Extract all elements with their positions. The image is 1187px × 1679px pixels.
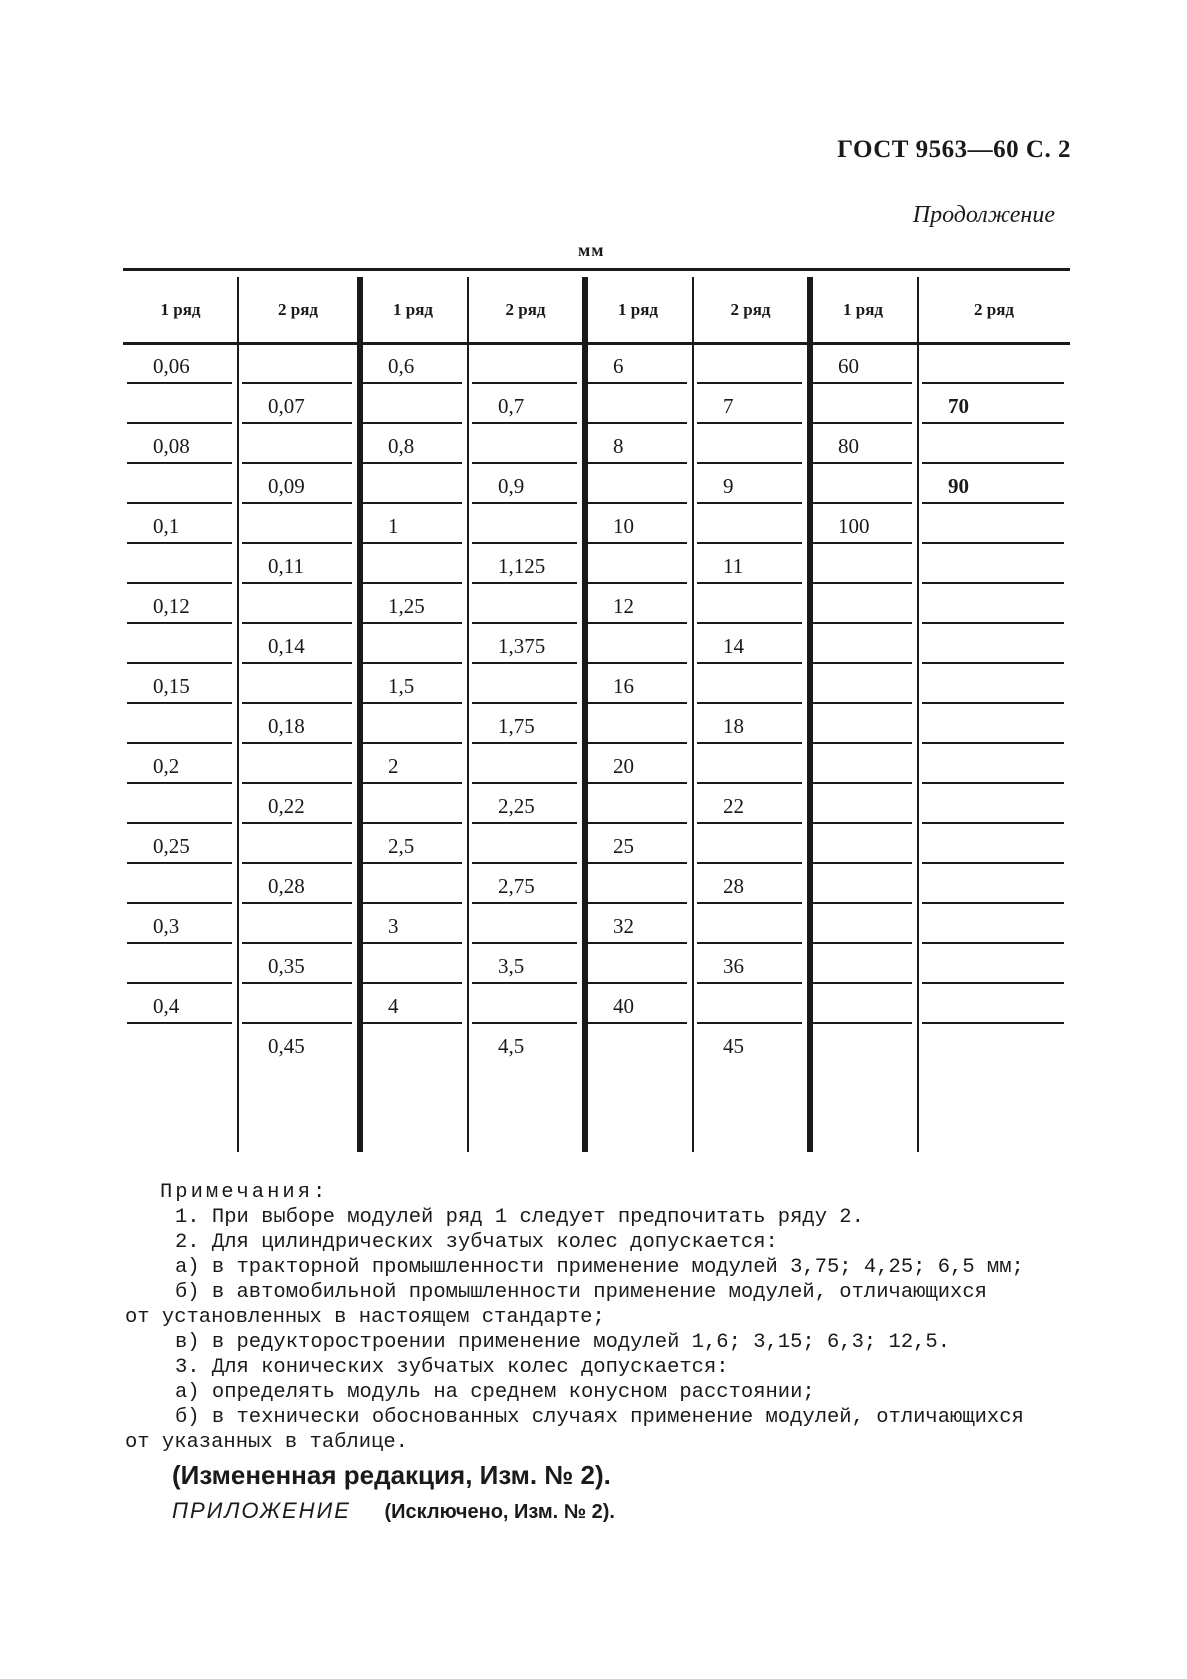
cell-underline — [922, 662, 1064, 664]
table-cell: 25 — [613, 834, 634, 858]
cell-underline — [922, 622, 1064, 624]
cell-underline — [587, 702, 687, 704]
table-cell: 1,25 — [388, 594, 425, 618]
continuation-label: Продолжение — [912, 202, 1055, 228]
cell-underline — [127, 902, 232, 904]
cell-underline — [362, 982, 462, 984]
table-cell: 16 — [613, 674, 634, 698]
cell-underline — [697, 862, 802, 864]
cell-underline — [922, 982, 1064, 984]
cell-underline — [472, 502, 577, 504]
cell-underline — [472, 382, 577, 384]
cell-underline — [812, 622, 912, 624]
cell-underline — [242, 862, 352, 864]
cell-underline — [242, 1022, 352, 1024]
table-cell: 28 — [723, 874, 744, 898]
cell-underline — [362, 942, 462, 944]
column-header: 1 ряд — [842, 300, 883, 319]
cell-underline — [127, 782, 232, 784]
table-column-rule — [807, 277, 813, 1152]
table-cell: 9 — [723, 474, 734, 498]
cell-underline — [472, 822, 577, 824]
cell-underline — [362, 822, 462, 824]
cell-underline — [697, 1022, 802, 1024]
note-line: в) в редукторостроении применение модулей 1,6; 3,15; 6,3; 12,5. — [175, 1331, 951, 1354]
cell-underline — [922, 542, 1064, 544]
cell-underline — [242, 622, 352, 624]
column-header: 1 ряд — [160, 300, 201, 319]
cell-underline — [922, 862, 1064, 864]
note-line: б) в автомобильной промышленности применение модулей, отличающихся — [175, 1281, 987, 1304]
note-line: 1. При выборе модулей ряд 1 следует предпочитать ряду 2. — [175, 1206, 864, 1229]
table-header-rule — [123, 342, 1070, 345]
table-cell: 0,06 — [153, 354, 190, 378]
cell-underline — [362, 542, 462, 544]
cell-underline — [127, 422, 232, 424]
cell-underline — [362, 582, 462, 584]
table-cell: 2,25 — [498, 794, 535, 818]
cell-underline — [812, 982, 912, 984]
cell-underline — [127, 862, 232, 864]
cell-underline — [472, 1022, 577, 1024]
cell-underline — [127, 662, 232, 664]
table-cell: 70 — [948, 394, 969, 418]
table-cell: 0,09 — [268, 474, 305, 498]
cell-underline — [697, 902, 802, 904]
table-cell: 1,375 — [498, 634, 546, 658]
cell-underline — [242, 942, 352, 944]
cell-underline — [242, 462, 352, 464]
cell-underline — [922, 942, 1064, 944]
cell-underline — [472, 702, 577, 704]
unit-label: мм — [578, 240, 605, 260]
column-header: 2 ряд — [730, 300, 771, 319]
cell-underline — [127, 1022, 232, 1024]
cell-underline — [362, 502, 462, 504]
table-cell: 4,5 — [498, 1034, 525, 1058]
cell-underline — [812, 542, 912, 544]
cell-underline — [587, 422, 687, 424]
table-cell: 0,9 — [498, 474, 525, 498]
cell-underline — [127, 502, 232, 504]
column-header: 1 ряд — [392, 300, 433, 319]
cell-underline — [242, 662, 352, 664]
cell-underline — [812, 702, 912, 704]
table-cell: 32 — [613, 914, 634, 938]
table-cell: 14 — [723, 634, 744, 658]
cell-underline — [812, 582, 912, 584]
cell-underline — [697, 662, 802, 664]
note-line: от указанных в таблице. — [125, 1431, 408, 1454]
cell-underline — [242, 702, 352, 704]
cell-underline — [922, 902, 1064, 904]
note-line: б) в технически обоснованных случаях применение модулей, отличающихся — [175, 1406, 1024, 1429]
cell-underline — [242, 502, 352, 504]
module-table — [123, 262, 1070, 1152]
cell-underline — [472, 462, 577, 464]
cell-underline — [362, 742, 462, 744]
note-line: а) в тракторной промышленности применение модулей 3,75; 4,25; 6,5 мм; — [175, 1256, 1024, 1279]
cell-underline — [697, 582, 802, 584]
cell-underline — [922, 742, 1064, 744]
cell-underline — [587, 382, 687, 384]
table-cell: 0,2 — [153, 754, 180, 778]
appendix-line — [172, 1498, 615, 1524]
table-cell: 6 — [613, 354, 624, 378]
cell-underline — [362, 862, 462, 864]
cell-underline — [697, 502, 802, 504]
cell-underline — [812, 382, 912, 384]
cell-underline — [472, 422, 577, 424]
column-header: 2 ряд — [973, 300, 1014, 319]
table-column-rule — [917, 277, 919, 1152]
cell-underline — [587, 862, 687, 864]
table-cell: 7 — [723, 394, 734, 418]
appendix-label: ПРИЛОЖЕНИЕ — [172, 1498, 351, 1523]
cell-underline — [472, 742, 577, 744]
table-cell: 3,5 — [498, 954, 525, 978]
column-header: 2 ряд — [505, 300, 546, 319]
cell-underline — [362, 782, 462, 784]
cell-underline — [697, 782, 802, 784]
cell-underline — [587, 902, 687, 904]
table-cell: 0,3 — [153, 914, 180, 938]
cell-underline — [587, 822, 687, 824]
cell-underline — [812, 502, 912, 504]
cell-underline — [587, 622, 687, 624]
cell-underline — [472, 662, 577, 664]
cell-underline — [242, 982, 352, 984]
cell-underline — [697, 462, 802, 464]
cell-underline — [242, 422, 352, 424]
table-cell: 1,5 — [388, 674, 415, 698]
table-cell: 0,11 — [268, 554, 304, 578]
table-column-rule — [357, 277, 363, 1152]
cell-underline — [127, 702, 232, 704]
cell-underline — [922, 782, 1064, 784]
cell-underline — [812, 462, 912, 464]
cell-underline — [697, 382, 802, 384]
cell-underline — [587, 782, 687, 784]
table-cell: 40 — [613, 994, 634, 1018]
cell-underline — [587, 662, 687, 664]
cell-underline — [362, 1022, 462, 1024]
table-cell: 0,25 — [153, 834, 190, 858]
note-line: а) определять модуль на среднем конусном расстоянии; — [175, 1381, 815, 1404]
table-cell: 0,7 — [498, 394, 525, 418]
table-cell: 10 — [613, 514, 634, 538]
table-top-rule — [123, 268, 1070, 271]
table-cell: 1 — [388, 514, 399, 538]
table-cell: 36 — [723, 954, 744, 978]
table-cell: 80 — [838, 434, 859, 458]
cell-underline — [697, 982, 802, 984]
table-cell: 100 — [838, 514, 870, 538]
cell-underline — [127, 462, 232, 464]
table-cell: 4 — [388, 994, 399, 1018]
table-cell: 0,4 — [153, 994, 180, 1018]
table-cell: 2,5 — [388, 834, 415, 858]
cell-underline — [697, 542, 802, 544]
cell-underline — [362, 622, 462, 624]
cell-underline — [362, 422, 462, 424]
table-cell: 0,8 — [388, 434, 415, 458]
note-line: 2. Для цилиндрических зубчатых колес допускается: — [175, 1231, 778, 1254]
cell-underline — [812, 742, 912, 744]
standard-header: ГОСТ 9563—60 С. 2 — [837, 136, 1071, 163]
cell-underline — [127, 542, 232, 544]
cell-underline — [472, 582, 577, 584]
amendment-note: (Измененная редакция, Изм. № 2). — [172, 1460, 611, 1490]
cell-underline — [697, 622, 802, 624]
table-cell: 22 — [723, 794, 744, 818]
cell-underline — [472, 902, 577, 904]
table-cell: 11 — [723, 554, 744, 578]
cell-underline — [472, 622, 577, 624]
cell-underline — [127, 622, 232, 624]
cell-underline — [922, 502, 1064, 504]
table-cell: 0,6 — [388, 354, 415, 378]
cell-underline — [472, 982, 577, 984]
cell-underline — [242, 582, 352, 584]
cell-underline — [362, 462, 462, 464]
cell-underline — [812, 662, 912, 664]
cell-underline — [127, 822, 232, 824]
cell-underline — [587, 1022, 687, 1024]
cell-underline — [587, 462, 687, 464]
cell-underline — [242, 382, 352, 384]
cell-underline — [812, 902, 912, 904]
table-cell: 60 — [838, 354, 859, 378]
cell-underline — [697, 422, 802, 424]
cell-underline — [127, 582, 232, 584]
cell-underline — [242, 542, 352, 544]
table-cell: 0,28 — [268, 874, 305, 898]
cell-underline — [127, 742, 232, 744]
cell-underline — [242, 782, 352, 784]
table-cell: 0,08 — [153, 434, 190, 458]
table-cell: 90 — [948, 474, 969, 498]
cell-underline — [587, 582, 687, 584]
table-cell: 0,15 — [153, 674, 190, 698]
table-cell: 1,125 — [498, 554, 546, 578]
table-cell: 1,75 — [498, 714, 535, 738]
table-cell: 3 — [388, 914, 399, 938]
cell-underline — [127, 942, 232, 944]
table-cell: 18 — [723, 714, 744, 738]
cell-underline — [472, 862, 577, 864]
table-column-rule — [582, 277, 588, 1152]
table-column-rule — [237, 277, 239, 1152]
cell-underline — [587, 982, 687, 984]
cell-underline — [472, 542, 577, 544]
cell-underline — [472, 782, 577, 784]
cell-underline — [812, 942, 912, 944]
cell-underline — [812, 862, 912, 864]
cell-underline — [922, 462, 1064, 464]
table-cell: 20 — [613, 754, 634, 778]
table-cell: 0,1 — [153, 514, 180, 538]
table-column-rule — [467, 277, 469, 1152]
notes-title: Примечания: — [160, 1181, 329, 1204]
cell-underline — [697, 822, 802, 824]
appendix-status: (Исключено, Изм. № 2). — [384, 1501, 615, 1523]
table-cell: 0,07 — [268, 394, 305, 418]
cell-underline — [587, 742, 687, 744]
table-cell: 45 — [723, 1034, 744, 1058]
cell-underline — [922, 1022, 1064, 1024]
cell-underline — [362, 662, 462, 664]
cell-underline — [922, 422, 1064, 424]
cell-underline — [812, 1022, 912, 1024]
cell-underline — [127, 982, 232, 984]
table-cell: 0,22 — [268, 794, 305, 818]
table-cell: 0,18 — [268, 714, 305, 738]
cell-underline — [362, 702, 462, 704]
cell-underline — [812, 822, 912, 824]
cell-underline — [242, 742, 352, 744]
table-cell: 8 — [613, 434, 624, 458]
table-cell: 2,75 — [498, 874, 535, 898]
cell-underline — [697, 942, 802, 944]
cell-underline — [242, 902, 352, 904]
table-cell: 2 — [388, 754, 399, 778]
cell-underline — [242, 822, 352, 824]
table-cell: 0,14 — [268, 634, 305, 658]
cell-underline — [472, 942, 577, 944]
cell-underline — [127, 382, 232, 384]
cell-underline — [922, 822, 1064, 824]
note-line: от установленных в настоящем стандарте; — [125, 1306, 605, 1329]
table-cell: 0,35 — [268, 954, 305, 978]
column-header: 2 ряд — [277, 300, 318, 319]
cell-underline — [922, 582, 1064, 584]
note-line: 3. Для конических зубчатых колес допускается: — [175, 1356, 729, 1379]
cell-underline — [587, 502, 687, 504]
cell-underline — [697, 742, 802, 744]
cell-underline — [587, 542, 687, 544]
cell-underline — [812, 782, 912, 784]
table-column-rule — [692, 277, 694, 1152]
cell-underline — [362, 902, 462, 904]
column-header: 1 ряд — [617, 300, 658, 319]
cell-underline — [362, 382, 462, 384]
cell-underline — [812, 422, 912, 424]
cell-underline — [697, 702, 802, 704]
cell-underline — [587, 942, 687, 944]
table-cell: 0,45 — [268, 1034, 305, 1058]
cell-underline — [922, 702, 1064, 704]
table-cell: 0,12 — [153, 594, 190, 618]
notes-block — [125, 1180, 1080, 1455]
table-cell: 12 — [613, 594, 634, 618]
cell-underline — [922, 382, 1064, 384]
